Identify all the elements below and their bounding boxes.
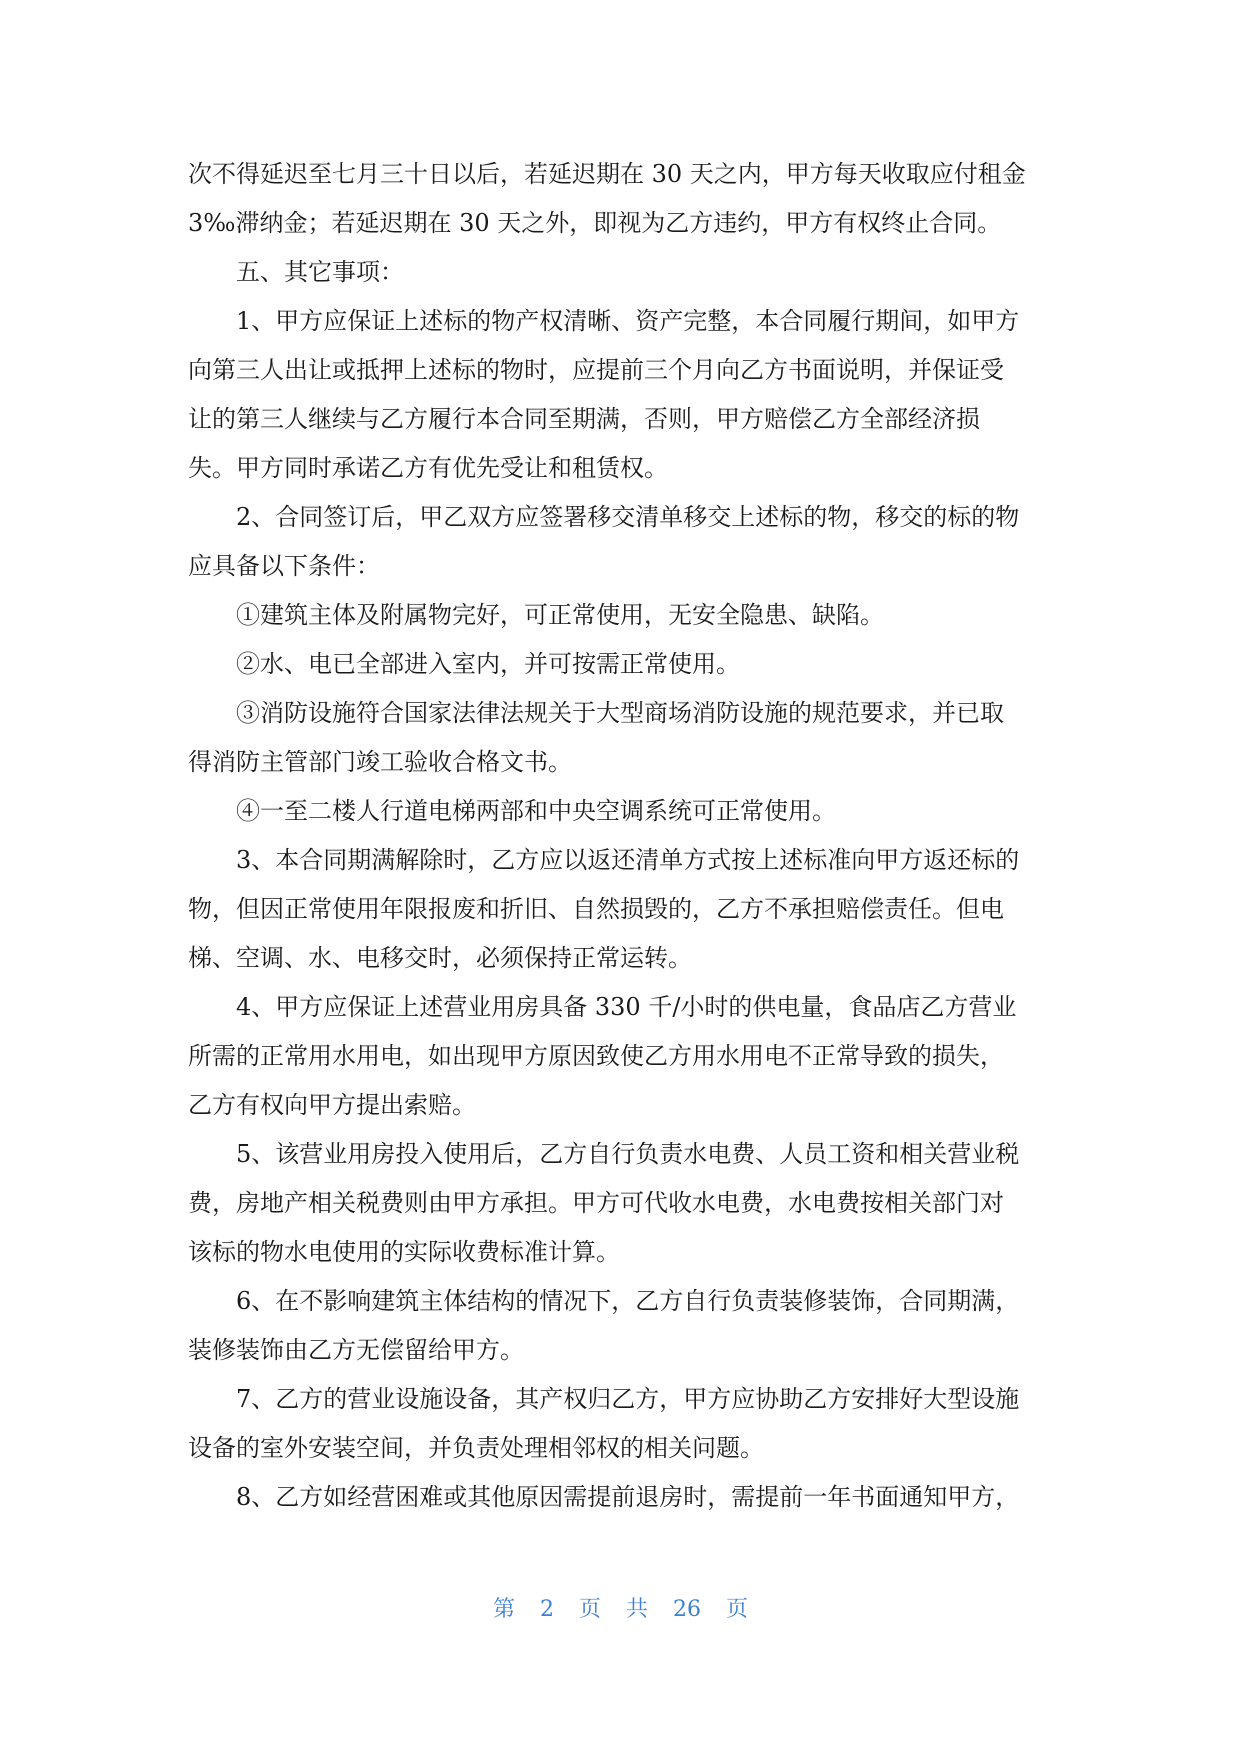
text-line: 3‰滞纳金；若延迟期在 30 天之外，即视为乙方违约，甲方有权终止合同。	[188, 209, 1002, 237]
text-line: ③消防设施符合国家法律法规关于大型商场消防设施的规范要求，并已取	[236, 699, 1004, 727]
text-line: 装修装饰由乙方无偿留给甲方。	[188, 1336, 524, 1364]
document-body	[188, 150, 1056, 1522]
text-line: 3、本合同期满解除时，乙方应以返还清单方式按上述标准向甲方返还标的	[236, 846, 1020, 874]
text-line: 物，但因正常使用年限报废和折旧、自然损毁的，乙方不承担赔偿责任。但电	[188, 895, 1004, 923]
text-line: ④一至二楼人行道电梯两部和中央空调系统可正常使用。	[236, 797, 836, 825]
text-line: 6、在不影响建筑主体结构的情况下，乙方自行负责装修装饰，合同期满，	[236, 1287, 1020, 1315]
text-line: 7、乙方的营业设施设备，其产权归乙方，甲方应协助乙方安排好大型设施	[236, 1385, 1020, 1413]
text-line: 五、其它事项：	[236, 258, 404, 286]
text-line: 乙方有权向甲方提出索赔。	[188, 1091, 476, 1119]
text-line: 1、甲方应保证上述标的物产权清晰、资产完整，本合同履行期间，如甲方	[236, 307, 1020, 335]
text-line: 得消防主管部门竣工验收合格文书。	[188, 748, 572, 776]
text-line: 向第三人出让或抵押上述标的物时，应提前三个月向乙方书面说明，并保证受	[188, 356, 1004, 384]
footer-word-ye-end: 页	[726, 1597, 749, 1622]
text-line: 让的第三人继续与乙方履行本合同至期满，否则，甲方赔偿乙方全部经济损	[188, 405, 980, 433]
text-line: 次不得延迟至七月三十日以后，若延迟期在 30 天之内，甲方每天收取应付租金	[188, 160, 1026, 188]
text-line: ①建筑主体及附属物完好，可正常使用，无安全隐患、缺陷。	[236, 601, 884, 629]
text-line: 该标的物水电使用的实际收费标准计算。	[188, 1238, 620, 1266]
text-line: 失。甲方同时承诺乙方有优先受让和租赁权。	[188, 454, 668, 482]
footer-word-di: 第	[492, 1597, 515, 1622]
text-line: 所需的正常用水用电，如出现甲方原因致使乙方用水用电不正常导致的损失，	[188, 1042, 1004, 1070]
text-line: 4、甲方应保证上述营业用房具备 330 千/小时的供电量，食品店乙方营业	[236, 993, 1017, 1021]
text-line: ②水、电已全部进入室内，并可按需正常使用。	[236, 650, 740, 678]
text-line: 8、乙方如经营困难或其他原因需提前退房时，需提前一年书面通知甲方，	[236, 1483, 1020, 1511]
text-line: 梯、空调、水、电移交时，必须保持正常运转。	[188, 944, 692, 972]
text-line: 应具备以下条件：	[188, 552, 380, 580]
footer-word-gong: 共	[626, 1597, 649, 1622]
text-line: 5、该营业用房投入使用后，乙方自行负责水电费、人员工资和相关营业税	[236, 1140, 1020, 1168]
text-line: 费，房地产相关税费则由甲方承担。甲方可代收水电费，水电费按相关部门对	[188, 1189, 1004, 1217]
text-line: 设备的室外安装空间，并负责处理相邻权的相关问题。	[188, 1434, 764, 1462]
text-line: 2、合同签订后，甲乙双方应签署移交清单移交上述标的物，移交的标的物	[236, 503, 1020, 531]
footer-word-ye: 页	[578, 1597, 601, 1622]
footer-total-pages: 26	[673, 1597, 702, 1622]
page-footer	[0, 1592, 1241, 1623]
footer-page-number: 2	[539, 1597, 554, 1622]
